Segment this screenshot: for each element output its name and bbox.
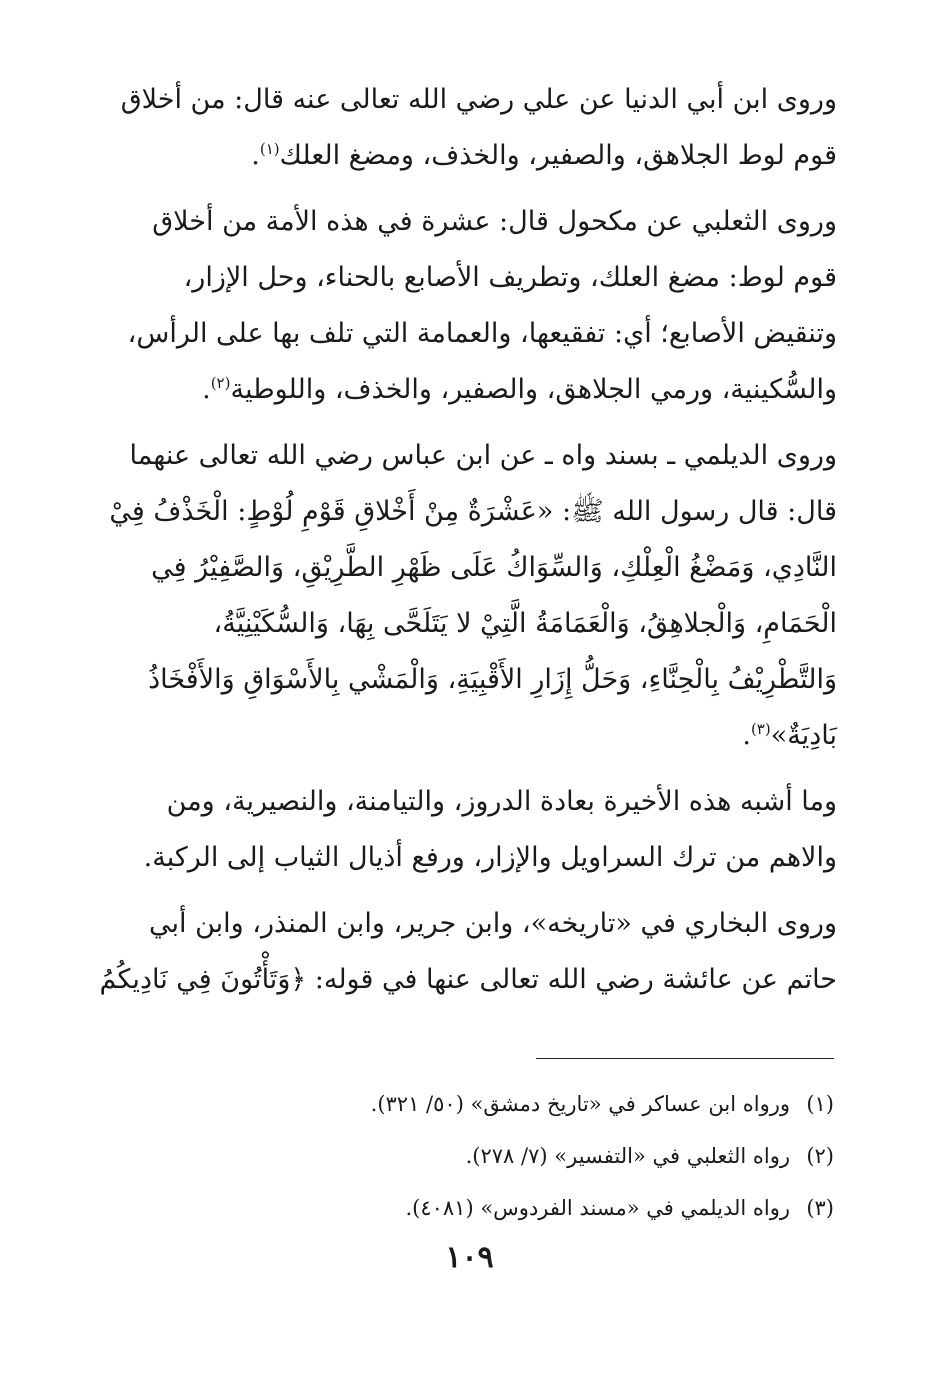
footnote-number: (١) — [806, 1092, 834, 1116]
footnote-number: (٢) — [806, 1144, 834, 1168]
paragraph-1 — [105, 72, 837, 184]
page-number: ١٠٩ — [445, 1240, 494, 1275]
footnote-text: رواه الديلمي في «مسند الفردوس» (٤٠٨١). — [405, 1196, 790, 1220]
text-line: قوم لوط: مضغ العلك، وتطريف الأصابع بالحناء، وحل الإزار، — [183, 262, 837, 293]
text-line: قال: قال رسول الله ﷺ: «عَشْرَةٌ مِنْ أَخْلاقِ قَوْمِ لُوْطٍ: الْخَذْفُ فِيْ — [109, 496, 837, 527]
paragraph-5 — [99, 896, 837, 1008]
footnote-divider — [536, 1058, 834, 1059]
footnote-ref: (١) — [259, 140, 280, 158]
text-fragment: بَادِيَةٌ» — [770, 720, 837, 751]
text-line: وروى الثعلبي عن مكحول قال: عشرة في هذه الأمة من أخلاق — [152, 206, 837, 237]
text-line: النَّادِي، وَمَضْغُ الْعِلْكِ، وَالسِّوَاكُ عَلَى ظَهْرِ الطَّرِيْقِ، وَالصَّفِيْرُ فِي — [151, 552, 837, 583]
paragraph-3 — [105, 428, 837, 764]
paragraph-2 — [105, 194, 837, 418]
footnote-ref: (٣) — [750, 720, 771, 738]
text-line — [105, 362, 837, 418]
paragraph-4 — [105, 774, 837, 886]
main-text — [99, 72, 837, 1018]
text-line — [105, 128, 837, 184]
text-line: والاهم من ترك السراويل والإزار، ورفع أذيال الثياب إلى الركبة. — [143, 842, 837, 873]
footnote-number: (٣) — [806, 1196, 834, 1220]
footnote-ref: (٢) — [210, 374, 231, 392]
text-line: وتنقيض الأصابع؛ أي: تفقيعها، والعمامة التي تلف بها على الرأس، — [127, 318, 837, 349]
period: . — [202, 374, 211, 405]
period: . — [742, 720, 751, 751]
text-line: وروى ابن أبي الدنيا عن علي رضي الله تعالى عنه قال: من أخلاق — [120, 84, 837, 115]
footnote-item — [102, 1078, 834, 1130]
text-line: الْحَمَامِ، وَالْجلاهِقُ، وَالْعَمَامَةُ الَّتِيْ لا يَتَلَحَّى بِهَا، وَالسُّكَيْنِيَّةُ، — [213, 608, 837, 639]
text-fragment: والسُّكينية، ورمي الجلاهق، والصفير، والخذف، واللوطية — [230, 374, 837, 405]
text-line: وروى الديلمي ـ بسند واه ـ عن ابن عباس رضي الله تعالى عنهما — [129, 440, 837, 471]
text-line: وَالتَّطْرِيْفُ بِالْحِنَّاءِ، وَحَلُّ إِزَارِ الأَقْبِيَةِ، وَالْمَشْي بِالأَسْوَاقِ وَالأَفْخَاذُ — [148, 664, 837, 695]
text-line: وروى البخاري في «تاريخه»، وابن جرير، وابن المنذر، وابن أبي — [148, 908, 837, 939]
text-line: حاتم عن عائشة رضي الله تعالى عنها في قوله: ﴿وَتَأْتُونَ فِي نَادِيكُمُ — [99, 964, 837, 995]
footnotes — [102, 1078, 834, 1234]
text-line — [105, 708, 837, 764]
footnote-text: ورواه ابن عساكر في «تاريخ دمشق» (٥٠/ ٣٢١). — [370, 1092, 790, 1116]
text-line: وما أشبه هذه الأخيرة بعادة الدروز، والتيامنة، والنصيرية، ومن — [166, 786, 837, 817]
footnote-item — [102, 1130, 834, 1182]
period: . — [251, 140, 260, 171]
footnote-item — [102, 1182, 834, 1234]
text-fragment: قوم لوط الجلاهق، والصفير، والخذف، ومضغ العلك — [279, 140, 837, 171]
footnote-text: رواه الثعلبي في «التفسير» (٧/ ٢٧٨). — [465, 1144, 790, 1168]
